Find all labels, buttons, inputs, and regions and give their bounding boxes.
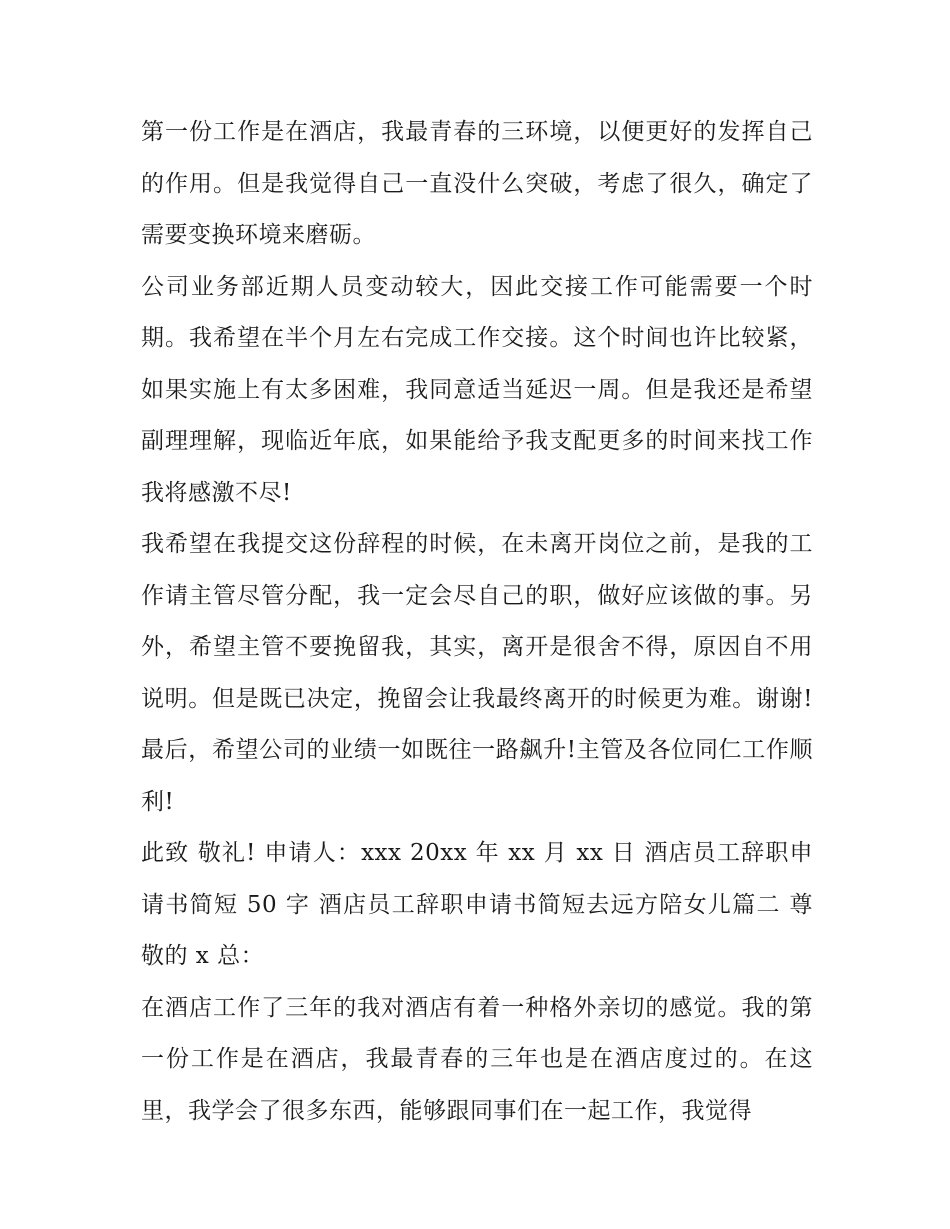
paragraph-second-letter-intro: 在酒店工作了三年的我对酒店有着一种格外亲切的感觉。我的第一份工作是在酒店，我最青春的三年也是在酒店度过的。在这里，我学会了很多东西，能够跟同事们在一起工作，我觉得 bbox=[141, 994, 813, 1124]
paragraph-commitment: 我希望在我提交这份辞程的时候，在未离开岗位之前，是我的工作请主管尽管分配，我一定会尽自己的职，做好应该做的事。另外，希望主管不要挽留我，其实，离开是很舍不得，原因自不用说明。但是既已决定，挽留会让我最终离开的时候更为难。谢谢!最后，希望公司的业绩一如既往一路飙升!主管及各位同仁工作顺利! bbox=[141, 531, 813, 815]
paragraph-handover: 公司业务部近期人员变动较大，因此交接工作可能需要一个时期。我希望在半个月左右完成工作交接。这个时间也许比较紧，如果实施上有太多困难，我同意适当延迟一周。但是我还是希望副理理解，现临近年底，如果能给予我支配更多的时间来找工作我将感激不尽! bbox=[141, 273, 813, 506]
paragraph-closing-signature: 此致 敬礼! 申请人：xxx 20xx 年 xx 月 xx 日 酒店员工辞职申请书简短 50 字 酒店员工辞职申请书简短去远方陪女儿篇二 尊敬的 x 总： bbox=[141, 840, 813, 969]
document-body bbox=[141, 107, 813, 1137]
paragraph-resignation-reason: 第一份工作是在酒店，我最青春的三环境，以便更好的发挥自己的作用。但是我觉得自己一直没什么突破，考虑了很久，确定了需要变换环境来磨砺。 bbox=[141, 119, 813, 248]
